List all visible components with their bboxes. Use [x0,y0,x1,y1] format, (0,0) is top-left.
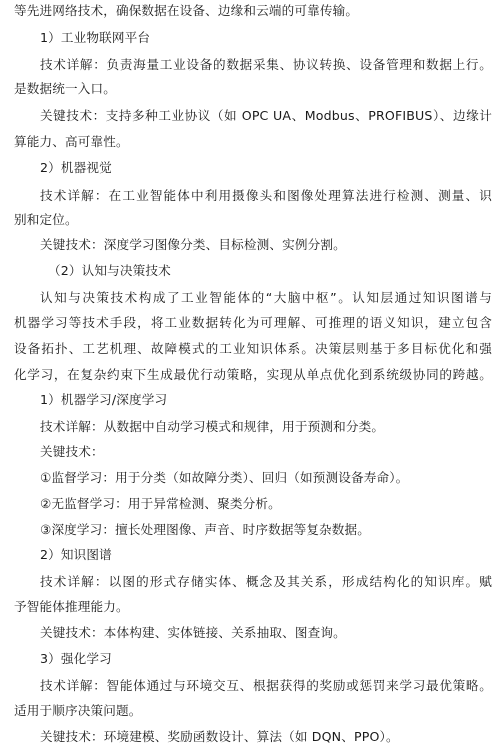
paragraph-line: 技术详解：在工业智能体中利用摄像头和图像处理算法进行检测、测量、识 [40,188,492,203]
paragraph-line: 关键技术：深度学习图像分类、目标检测、实例分割。 [40,237,346,252]
paragraph-line: 关键技术：环境建模、奖励函数设计、算法（如 DQN、PPO）。 [40,729,399,744]
paragraph-line: 予智能体推理能力。 [14,599,129,614]
list-item: ③深度学习：擅长处理图像、声音、时序数据等复杂数据。 [40,522,371,537]
subsection-heading: 3）强化学习 [40,651,112,666]
paragraph-line: 技术详解：智能体通过与环境交互、根据获得的奖励或惩罚来学习最优策略。 [40,678,492,693]
paragraph-line: 技术详解：从数据中自动学习模式和规律，用于预测和分类。 [40,419,385,434]
subsection-heading: 1）工业物联网平台 [40,30,151,45]
section-heading: （2）认知与决策技术 [48,263,171,278]
paragraph-line: 适用于顺序决策问题。 [14,703,142,718]
paragraph-line: 设备拓扑、工艺机理、故障模式的工业知识体系。决策层则基于多目标优化和强 [14,341,492,356]
paragraph-line: 化学习，在复杂约束下生成最优行动策略，实现从单点优化到系统级协同的跨越。 [14,367,492,382]
subsection-heading: 2）知识图谱 [40,547,112,562]
subsection-heading: 1）机器学习/深度学习 [40,392,168,407]
paragraph-line: 关键技术：本体构建、实体链接、关系抽取、图查询。 [40,625,346,640]
paragraph-line: 认知与决策技术构成了工业智能体的“大脑中枢”。认知层通过知识图谱与 [40,290,492,305]
paragraph-line: 技术详解：以图的形式存储实体、概念及其关系，形成结构化的知识库。赋 [40,574,492,589]
paragraph-line: 算能力、高可靠性。 [14,134,129,149]
list-item: ①监督学习：用于分类（如故障分类）、回归（如预测设备寿命）。 [40,470,409,485]
paragraph-line: 技术详解：负责海量工业设备的数据采集、协议转换、设备管理和数据上行。 [40,57,492,72]
paragraph-line: 关键技术：支持多种工业协议（如 OPC UA、Modbus、PROFIBUS）、边缘计 [40,108,492,123]
paragraph-line: 别和定位。 [14,212,78,227]
body-text-line: 等先进网络技术，确保数据在设备、边缘和云端的可靠传输。 [14,3,359,18]
paragraph-line: 关键技术： [40,444,104,459]
subsection-heading: 2）机器视觉 [40,160,112,175]
list-item: ②无监督学习：用于异常检测、聚类分析。 [40,496,281,511]
paragraph-line: 是数据统一入口。 [14,81,116,96]
paragraph-line: 机器学习等技术手段，将工业数据转化为可理解、可推理的语义知识，建立包含 [14,315,492,330]
